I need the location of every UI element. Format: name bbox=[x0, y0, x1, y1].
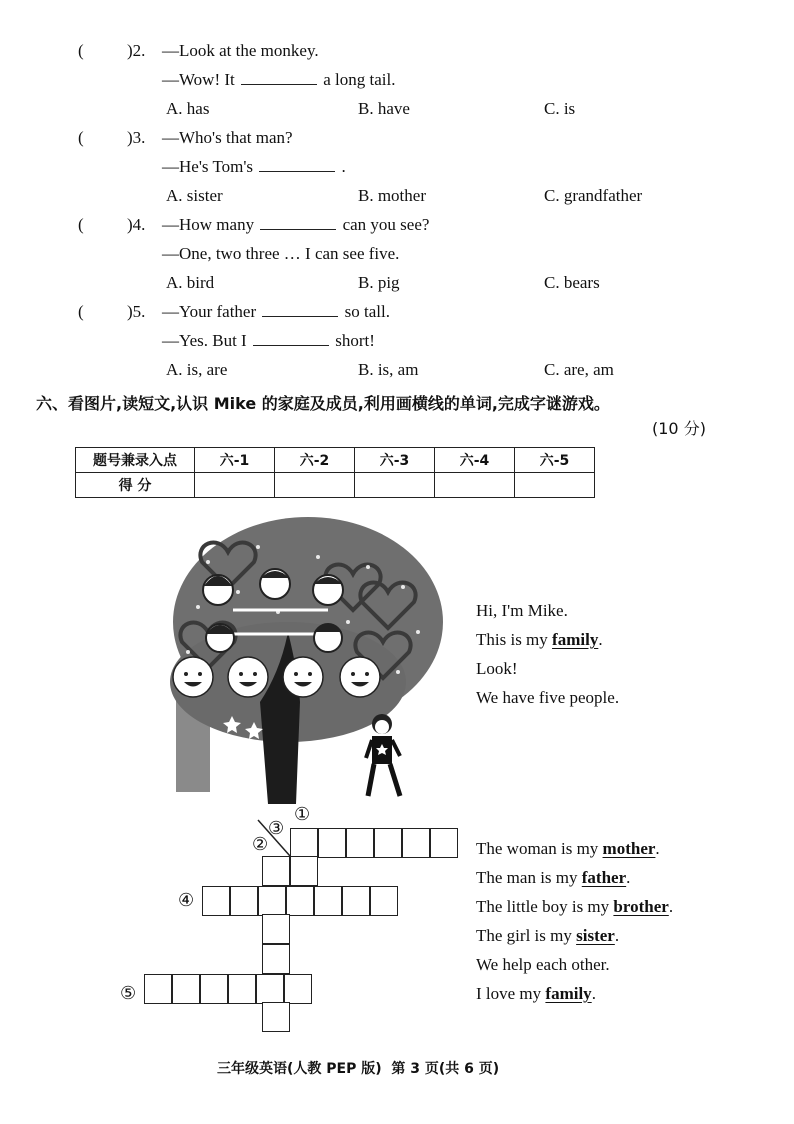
story-intro bbox=[476, 596, 619, 712]
clue-number-5: ⑤ bbox=[120, 983, 137, 1004]
story-line: We help each other. bbox=[476, 955, 610, 974]
question-line: —How many bbox=[162, 215, 255, 234]
question-number: )2. bbox=[127, 41, 146, 60]
score-cell[interactable] bbox=[355, 473, 435, 498]
answer-blank[interactable] bbox=[241, 70, 317, 85]
story-line: The woman is my mother. bbox=[476, 839, 660, 858]
story-line: Hi, I'm Mike. bbox=[476, 601, 568, 620]
question-line: . bbox=[341, 157, 346, 176]
option-b: B. mother bbox=[358, 186, 426, 205]
clue-number-3: ③ bbox=[268, 818, 285, 839]
score-row-label: 得 分 bbox=[76, 473, 195, 498]
option-a: A. is, are bbox=[166, 360, 228, 379]
question-line: —Wow! It bbox=[162, 70, 235, 89]
answer-blank[interactable] bbox=[262, 302, 338, 317]
question-line: short! bbox=[335, 331, 375, 350]
crossword-cell[interactable] bbox=[290, 856, 318, 886]
option-b: B. is, am bbox=[358, 360, 419, 379]
crossword-cell[interactable] bbox=[144, 974, 172, 1004]
keyword-sister: sister bbox=[576, 926, 615, 945]
score-cell[interactable] bbox=[435, 473, 515, 498]
crossword-cell[interactable] bbox=[262, 914, 290, 944]
table-header-cell: 六-3 bbox=[355, 448, 435, 473]
crossword-cell[interactable] bbox=[262, 944, 290, 974]
family-tree-illustration bbox=[168, 512, 448, 804]
score-table-header bbox=[76, 448, 595, 473]
crossword-cell[interactable] bbox=[262, 856, 290, 886]
crossword-cell[interactable] bbox=[374, 828, 402, 858]
question-number: )4. bbox=[127, 215, 146, 234]
question-line: —Yes. But I bbox=[162, 331, 247, 350]
answer-paren[interactable]: ( bbox=[78, 128, 84, 147]
keyword-father: father bbox=[581, 868, 627, 887]
answer-paren[interactable]: ( bbox=[78, 302, 84, 321]
option-c: C. grandfather bbox=[544, 186, 643, 205]
crossword-cell[interactable] bbox=[370, 886, 398, 916]
score-table-row bbox=[76, 473, 595, 498]
crossword-cell[interactable] bbox=[202, 886, 230, 916]
crossword-cell[interactable] bbox=[228, 974, 256, 1004]
story-line: The girl is my sister. bbox=[476, 926, 620, 945]
clue-number-2: ② bbox=[252, 834, 269, 855]
score-table bbox=[75, 447, 595, 498]
option-a: A. sister bbox=[166, 186, 223, 205]
crossword-cell[interactable] bbox=[430, 828, 458, 858]
corner-divider bbox=[254, 818, 294, 858]
story-line: Look! bbox=[476, 659, 518, 678]
crossword-cell[interactable] bbox=[342, 886, 370, 916]
mike-figure bbox=[366, 714, 400, 796]
section-title: 六、看图片,读短文,认识 Mike 的家庭及成员,利用画横线的单词,完成字谜游戏。 bbox=[36, 394, 610, 413]
question-line: a long tail. bbox=[323, 70, 396, 89]
table-header-cell: 题号兼录入点 bbox=[76, 448, 195, 473]
table-header-cell: 六-2 bbox=[275, 448, 355, 473]
story-family bbox=[476, 834, 673, 1008]
score-cell[interactable] bbox=[275, 473, 355, 498]
answer-blank[interactable] bbox=[260, 215, 336, 230]
option-a: A. bird bbox=[166, 273, 215, 292]
option-c: C. are, am bbox=[544, 360, 614, 379]
option-c: C. bears bbox=[544, 273, 600, 292]
crossword-cell[interactable] bbox=[200, 974, 228, 1004]
option-b: B. have bbox=[358, 99, 410, 118]
crossword-cell[interactable] bbox=[284, 974, 312, 1004]
table-header-cell: 六-1 bbox=[195, 448, 275, 473]
crossword-cell[interactable] bbox=[256, 974, 284, 1004]
option-a: A. has bbox=[166, 99, 210, 118]
crossword-cell[interactable] bbox=[290, 828, 318, 858]
crossword-cell[interactable] bbox=[318, 828, 346, 858]
keyword-family: family bbox=[552, 630, 599, 649]
question-line: —One, two three … I can see five. bbox=[162, 244, 400, 263]
option-c: C. is bbox=[544, 99, 576, 118]
crossword-cell[interactable] bbox=[314, 886, 342, 916]
question-line: can you see? bbox=[342, 215, 430, 234]
story-line: I love my family. bbox=[476, 984, 596, 1003]
story-line: This is my family. bbox=[476, 630, 603, 649]
crossword-cell[interactable] bbox=[230, 886, 258, 916]
answer-paren[interactable]: ( bbox=[78, 215, 84, 234]
question-line: —Your father bbox=[162, 302, 257, 321]
story-line: We have five people. bbox=[476, 688, 620, 707]
score-cell[interactable] bbox=[195, 473, 275, 498]
story-line: The man is my father. bbox=[476, 868, 631, 887]
question-number: )3. bbox=[127, 128, 146, 147]
question-number: )5. bbox=[127, 302, 146, 321]
clue-number-4: ④ bbox=[178, 890, 195, 911]
crossword-cell[interactable] bbox=[346, 828, 374, 858]
question-line: —He's Tom's bbox=[162, 157, 254, 176]
keyword-mother: mother bbox=[602, 839, 656, 858]
crossword-cell[interactable] bbox=[258, 886, 286, 916]
crossword-cell[interactable] bbox=[172, 974, 200, 1004]
question-line: —Look at the monkey. bbox=[162, 41, 319, 60]
table-header-cell: 六-5 bbox=[515, 448, 595, 473]
page-footer: 三年级英语(人教 PEP 版) 第 3 页(共 6 页) bbox=[217, 1061, 500, 1077]
option-b: B. pig bbox=[358, 273, 400, 292]
table-header-cell: 六-4 bbox=[435, 448, 515, 473]
story-line: The little boy is my brother. bbox=[476, 897, 674, 916]
question-line: so tall. bbox=[344, 302, 390, 321]
answer-blank[interactable] bbox=[259, 157, 335, 172]
crossword-cell[interactable] bbox=[262, 1002, 290, 1032]
keyword-brother: brother bbox=[613, 897, 669, 916]
keyword-family: family bbox=[545, 984, 592, 1003]
score-cell[interactable] bbox=[515, 473, 595, 498]
crossword-cell[interactable] bbox=[402, 828, 430, 858]
crossword-cell[interactable] bbox=[286, 886, 314, 916]
clue-number-1: ① bbox=[294, 804, 311, 825]
answer-paren[interactable]: ( bbox=[78, 41, 84, 60]
answer-blank[interactable] bbox=[253, 331, 329, 346]
section-points: (10 分) bbox=[652, 419, 706, 438]
question-line: —Who's that man? bbox=[162, 128, 293, 147]
